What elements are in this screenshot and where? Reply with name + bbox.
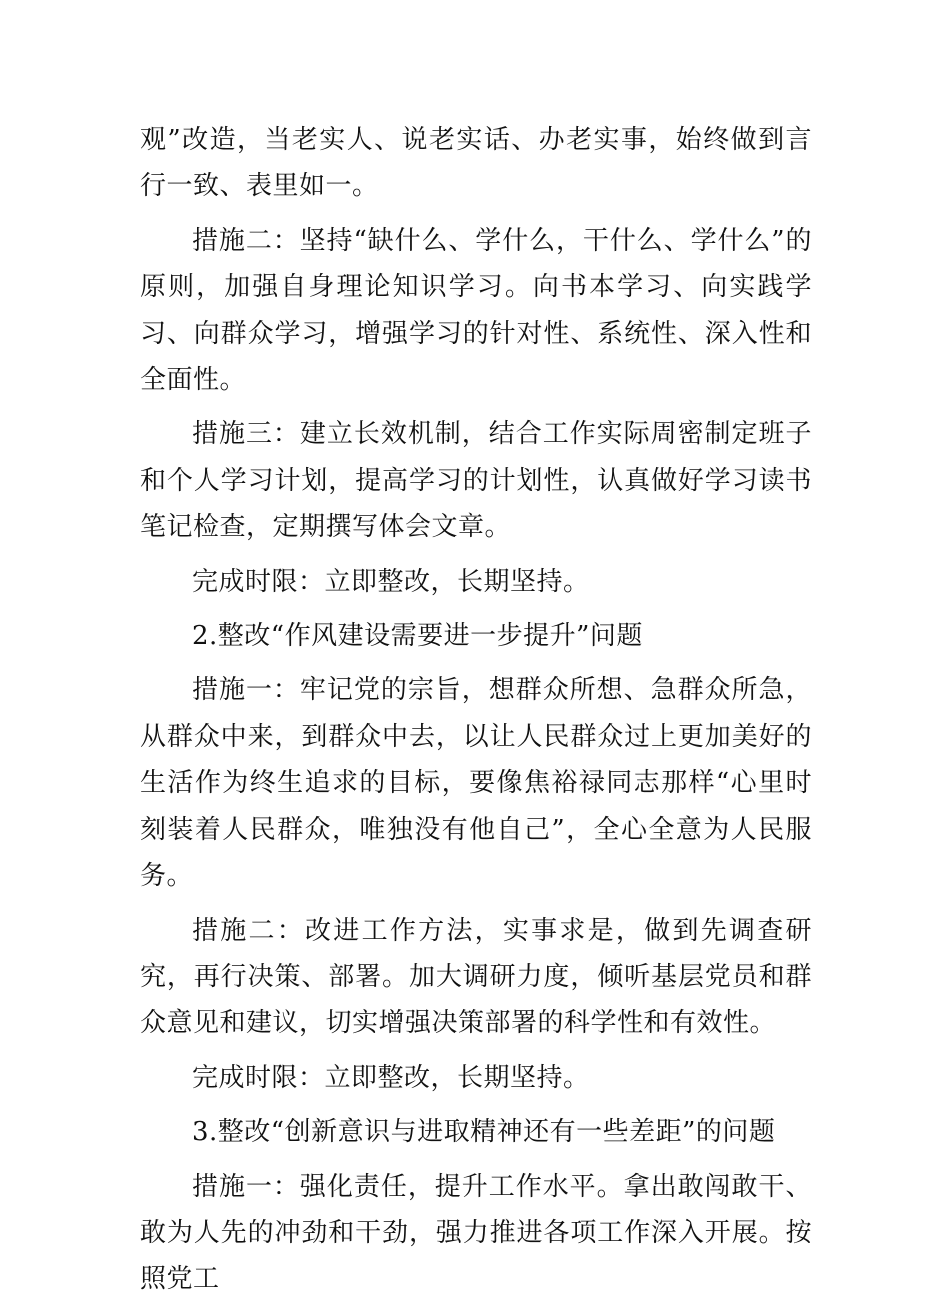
paragraph-continuation: 观”改造，当老实人、说老实话、办老实事，始终做到言行一致、表里如一。	[140, 125, 812, 202]
paragraph-measure-2: 措施二：坚持“缺什么、学什么，干什么、学什么”的原则，加强自身理论知识学习。向书本学习、向实践学习、向群众学习，增强学习的针对性、系统性、深入性和全面性。	[140, 225, 812, 396]
paragraph-measure-1: 措施一：强化责任，提升工作水平。拿出敢闯敢干、敢为人先的冲劲和干劲，强力推进各项工作深入开展。按照党工	[140, 1171, 812, 1295]
paragraph-deadline: 完成时限：立即整改，长期坚持。	[192, 1062, 590, 1093]
paragraph-deadline: 完成时限：立即整改，长期坚持。	[192, 566, 590, 597]
section-heading-2: 2.整改“作风建设需要进一步提升”问题	[192, 621, 643, 652]
document-body	[140, 117, 812, 1303]
section-heading-3: 3.整改“创新意识与进取精神还有一些差距”的问题	[192, 1117, 776, 1148]
paragraph-measure-2: 措施二：改进工作方法，实事求是，做到先调查研究，再行决策、部署。加大调研力度，倾听基层党员和群众意见和建议，切实增强决策部署的科学性和有效性。	[140, 915, 812, 1039]
paragraph-measure-1: 措施一：牢记党的宗旨，想群众所想、急群众所急，从群众中来，到群众中去，以让人民群众过上更加美好的生活作为终生追求的目标，要像焦裕禄同志那样“心里时刻装着人民群众，唯独没有他自己”，全心全意为人民服务。	[140, 675, 812, 892]
paragraph-measure-3: 措施三：建立长效机制，结合工作实际周密制定班子和个人学习计划，提高学习的计划性，认真做好学习读书笔记检查，定期撰写体会文章。	[140, 419, 812, 543]
